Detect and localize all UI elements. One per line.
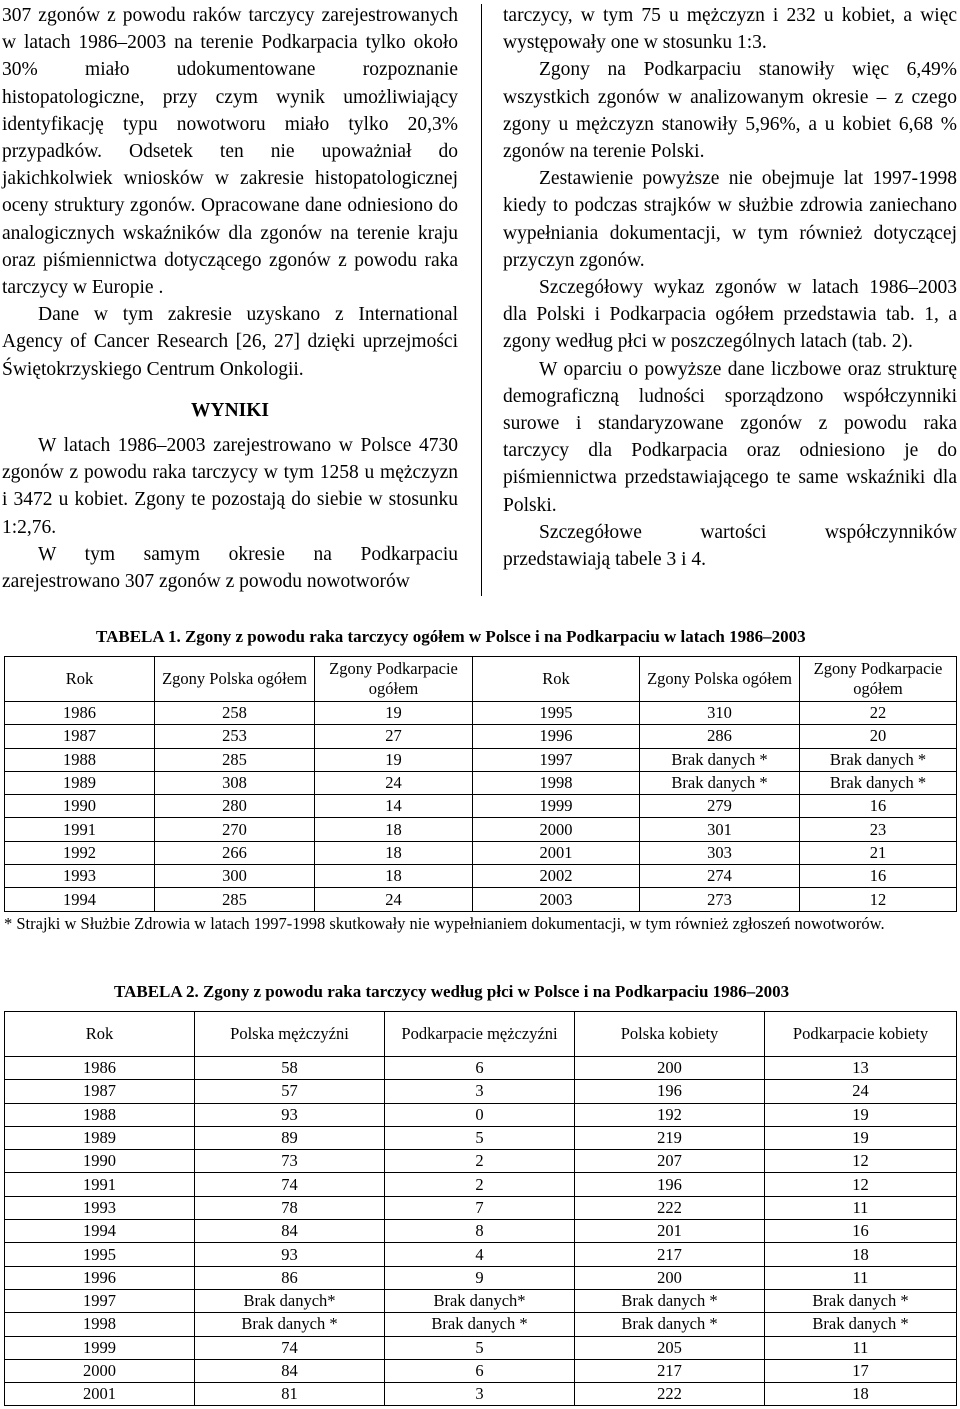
table-cell: 274: [640, 865, 800, 888]
table-cell: 1997: [473, 748, 640, 771]
table-cell: 2002: [473, 865, 640, 888]
table1: [4, 656, 957, 912]
table-cell: 196: [575, 1080, 765, 1103]
table-cell: 266: [155, 841, 315, 864]
table-row: [5, 888, 957, 911]
column-header: Polska kobiety: [575, 1012, 765, 1057]
table-cell: 1993: [5, 865, 155, 888]
table-cell: 1998: [473, 771, 640, 794]
paragraph: W tym samym okresie na Podkarpaciu zarejestrowano 307 zgonów z powodu nowotworów: [2, 543, 458, 593]
table-cell: 19: [765, 1126, 957, 1149]
table-cell: 3: [385, 1080, 575, 1103]
table-cell: 285: [155, 888, 315, 911]
table-cell: 217: [575, 1359, 765, 1382]
table-cell: 18: [315, 818, 473, 841]
table-cell: 12: [765, 1150, 957, 1173]
table-cell: 273: [640, 888, 800, 911]
table-cell: 1986: [5, 1057, 195, 1080]
table-cell: 1999: [473, 795, 640, 818]
table-row: [5, 771, 957, 794]
table-cell: 19: [315, 702, 473, 725]
table-cell: 310: [640, 702, 800, 725]
table-cell: Brak danych *: [195, 1313, 385, 1336]
table-cell: 222: [575, 1196, 765, 1219]
table-cell: 3: [385, 1383, 575, 1406]
paragraph: Szczegółowy wykaz zgonów w latach 1986–2003 dla Polski i Podkarpacia ogółem przedstawia tab. 1, a zgony według płci w poszczególnych latach (tab. 2).: [503, 277, 957, 353]
column-header: Zgony Podkarpacie ogółem: [800, 657, 957, 702]
table-cell: 6: [385, 1359, 575, 1382]
table-cell: 219: [575, 1126, 765, 1149]
paragraph: 307 zgonów z powodu raków tarczycy zarejestrowanych w latach 1986–2003 na terenie Podkarpacia tylko około 30% miało udokumentowane rozpoznanie histopatologiczne, przy czym wynik umożliwiający identyfikację typu nowotworu miało tylko 20,3% przypadków. Odsetek ten nie upoważniał do jakichkolwiek wniosków w zakresie histopatologicznej oceny struktury zgonów. Opracowane dane odniesiono do analogicznych wskaźników dla zgonów na terenie kraju oraz piśmiennictwa dotyczącego zgonów z powodu raka tarczycy w Europie .: [2, 5, 458, 299]
table-row: [5, 1126, 957, 1149]
column-header: Rok: [5, 657, 155, 702]
table-cell: 1994: [5, 888, 155, 911]
table-cell: 24: [315, 771, 473, 794]
column-divider: [481, 4, 482, 596]
paragraph: Zestawienie powyższe nie obejmuje lat 1997-1998 kiedy to podczas strajków w służbie zdrowia zaniechano wypełniania dokumentacji, w tym również dotyczącej przyczyn zgonów.: [503, 168, 957, 271]
table-cell: 200: [575, 1057, 765, 1080]
table-cell: 1988: [5, 1103, 195, 1126]
table-cell: 18: [315, 841, 473, 864]
table-cell: 93: [195, 1243, 385, 1266]
table-cell: 207: [575, 1150, 765, 1173]
table-row: [5, 1103, 957, 1126]
table-cell: Brak danych *: [765, 1289, 957, 1312]
table-cell: 258: [155, 702, 315, 725]
table-cell: 285: [155, 748, 315, 771]
table-cell: 192: [575, 1103, 765, 1126]
table-row: [5, 1150, 957, 1173]
table-cell: Brak danych *: [800, 748, 957, 771]
table-cell: 4: [385, 1243, 575, 1266]
table-cell: 2003: [473, 888, 640, 911]
table-cell: 84: [195, 1359, 385, 1382]
table2: [4, 1011, 957, 1406]
table-cell: 253: [155, 725, 315, 748]
table-cell: 1989: [5, 1126, 195, 1149]
table-cell: 1993: [5, 1196, 195, 1219]
table-cell: Brak danych *: [800, 771, 957, 794]
table-cell: 8: [385, 1220, 575, 1243]
table-cell: 303: [640, 841, 800, 864]
table-cell: Brak danych *: [640, 771, 800, 794]
table-cell: 2000: [473, 818, 640, 841]
table-row: [5, 795, 957, 818]
table-cell: 7: [385, 1196, 575, 1219]
table-cell: 13: [765, 1057, 957, 1080]
table-cell: Brak danych *: [575, 1289, 765, 1312]
table-cell: 81: [195, 1383, 385, 1406]
table-cell: Brak danych*: [385, 1289, 575, 1312]
paragraph: Szczegółowe wartości współczynników przedstawiają tabele 3 i 4.: [503, 521, 957, 571]
table-cell: 1989: [5, 771, 155, 794]
table-row: [5, 841, 957, 864]
table-cell: 16: [765, 1220, 957, 1243]
table-row: [5, 748, 957, 771]
table-row: [5, 1057, 957, 1080]
table-cell: 24: [765, 1080, 957, 1103]
table-cell: 2000: [5, 1359, 195, 1382]
table-row: [5, 1080, 957, 1103]
table-row: [5, 1313, 957, 1336]
table-cell: 1996: [5, 1266, 195, 1289]
table-row: [5, 1336, 957, 1359]
table-cell: 308: [155, 771, 315, 794]
table-cell: 1998: [5, 1313, 195, 1336]
table-cell: Brak danych *: [575, 1313, 765, 1336]
table-cell: 300: [155, 865, 315, 888]
table-cell: 73: [195, 1150, 385, 1173]
table-cell: 86: [195, 1266, 385, 1289]
table-cell: 23: [800, 818, 957, 841]
table-row: [5, 1173, 957, 1196]
table-cell: Brak danych *: [385, 1313, 575, 1336]
right-column: [503, 2, 957, 573]
table-cell: 84: [195, 1220, 385, 1243]
paragraph: Zgony na Podkarpaciu stanowiły więc 6,49% wszystkich zgonów w analizowanym okresie – z czego zgony u mężczyzn stanowiły 5,96%, a u kobiet 6,68 % zgonów na terenie Polski.: [503, 59, 957, 163]
table-cell: 5: [385, 1336, 575, 1359]
table-cell: 1992: [5, 841, 155, 864]
table-row: [5, 1266, 957, 1289]
table-cell: 2: [385, 1173, 575, 1196]
table-cell: 196: [575, 1173, 765, 1196]
table-cell: 5: [385, 1126, 575, 1149]
table-cell: 27: [315, 725, 473, 748]
table1-caption: TABELA 1. Zgony z powodu raka tarczycy ogółem w Polsce i na Podkarpaciu w latach 1986–2003: [96, 627, 806, 646]
paragraph: Dane w tym zakresie uzyskano z International Agency of Cancer Research [26, 27] dzięki uprzejmości Świętokrzyskiego Centrum Onkologii.: [2, 304, 458, 380]
table-row: [5, 1359, 957, 1382]
table-cell: 74: [195, 1336, 385, 1359]
table-cell: 20: [800, 725, 957, 748]
table-cell: 1995: [5, 1243, 195, 1266]
table-cell: 22: [800, 702, 957, 725]
table-cell: 16: [800, 795, 957, 818]
column-header: Zgony Podkarpacie ogółem: [315, 657, 473, 702]
table-cell: 11: [765, 1266, 957, 1289]
table-row: [5, 702, 957, 725]
table-cell: 2001: [473, 841, 640, 864]
table2-caption: TABELA 2. Zgony z powodu raka tarczycy według płci w Polsce i na Podkarpaciu 1986–2003: [114, 982, 790, 1001]
column-header: Rok: [5, 1012, 195, 1057]
table-cell: Brak danych *: [640, 748, 800, 771]
table-row: [5, 818, 957, 841]
table-cell: 6: [385, 1057, 575, 1080]
table-cell: 1991: [5, 1173, 195, 1196]
table-cell: 217: [575, 1243, 765, 1266]
table-cell: 16: [800, 865, 957, 888]
table-cell: 2001: [5, 1383, 195, 1406]
table-cell: 280: [155, 795, 315, 818]
paragraph: W oparciu o powyższe dane liczbowe oraz strukturę demograficzną ludności sporządzono współczynniki surowe i standaryzowane zgonów z powodu raka tarczycy dla Podkarpacia oraz odniesiono je do piśmiennictwa przedstawiającego te same wskaźniki dla Polski.: [503, 358, 957, 516]
table-cell: 18: [765, 1383, 957, 1406]
table-cell: 11: [765, 1196, 957, 1219]
table-cell: 12: [800, 888, 957, 911]
table-cell: 1987: [5, 725, 155, 748]
section-heading: WYNIKI: [190, 399, 269, 421]
table-cell: 89: [195, 1126, 385, 1149]
table-cell: 301: [640, 818, 800, 841]
table-cell: 24: [315, 888, 473, 911]
table-cell: 58: [195, 1057, 385, 1080]
table-cell: 222: [575, 1383, 765, 1406]
table-cell: 1995: [473, 702, 640, 725]
table-cell: 21: [800, 841, 957, 864]
table-cell: 18: [315, 865, 473, 888]
table-cell: 200: [575, 1266, 765, 1289]
left-column: [2, 2, 458, 595]
table-cell: Brak danych *: [765, 1313, 957, 1336]
table-cell: 201: [575, 1220, 765, 1243]
table-cell: 1991: [5, 818, 155, 841]
column-header: Podkarpacie kobiety: [765, 1012, 957, 1057]
table-cell: 93: [195, 1103, 385, 1126]
table-cell: 74: [195, 1173, 385, 1196]
table-cell: 1990: [5, 1150, 195, 1173]
table-cell: 279: [640, 795, 800, 818]
table-cell: 18: [765, 1243, 957, 1266]
table-cell: 2: [385, 1150, 575, 1173]
table-cell: 1997: [5, 1289, 195, 1312]
table-row: [5, 1220, 957, 1243]
table1-footnote: * Strajki w Służbie Zdrowia w latach 1997-1998 skutkowały nie wypełnianiem dokumentacji, w tym również zgłoszeń nowotworów.: [4, 914, 885, 933]
table-cell: 1996: [473, 725, 640, 748]
column-header: Zgony Polska ogółem: [155, 657, 315, 702]
table-cell: 1990: [5, 795, 155, 818]
table-cell: 57: [195, 1080, 385, 1103]
table-cell: 19: [315, 748, 473, 771]
table-cell: 11: [765, 1336, 957, 1359]
column-header: Zgony Polska ogółem: [640, 657, 800, 702]
table-cell: 1987: [5, 1080, 195, 1103]
table-cell: 1994: [5, 1220, 195, 1243]
table-row: [5, 1196, 957, 1219]
table-cell: 0: [385, 1103, 575, 1126]
table-cell: 17: [765, 1359, 957, 1382]
table2-header-row: [5, 1012, 957, 1057]
table-row: [5, 1383, 957, 1406]
table-row: [5, 1289, 957, 1312]
table-row: [5, 725, 957, 748]
table-cell: 1988: [5, 748, 155, 771]
table-cell: 286: [640, 725, 800, 748]
column-header: Podkarpacie mężczyźni: [385, 1012, 575, 1057]
table-cell: 78: [195, 1196, 385, 1219]
table-cell: 9: [385, 1266, 575, 1289]
column-header: Rok: [473, 657, 640, 702]
paragraph: W latach 1986–2003 zarejestrowano w Polsce 4730 zgonów z powodu raka tarczycy w tym 1258 u mężczyzn i 3472 u kobiet. Zgony te pozostają do siebie w stosunku 1:2,76.: [2, 435, 458, 538]
table1-header-row: [5, 657, 957, 702]
table-cell: 1986: [5, 702, 155, 725]
table-cell: 205: [575, 1336, 765, 1359]
column-header: Polska mężczyźni: [195, 1012, 385, 1057]
table-row: [5, 865, 957, 888]
table-cell: 1999: [5, 1336, 195, 1359]
table-row: [5, 1243, 957, 1266]
table-cell: 270: [155, 818, 315, 841]
table-cell: 12: [765, 1173, 957, 1196]
paragraph: tarczycy, w tym 75 u mężczyzn i 232 u kobiet, a więc występowały one w stosunku 1:3.: [503, 5, 957, 54]
table-cell: 14: [315, 795, 473, 818]
table-cell: 19: [765, 1103, 957, 1126]
table-cell: Brak danych*: [195, 1289, 385, 1312]
